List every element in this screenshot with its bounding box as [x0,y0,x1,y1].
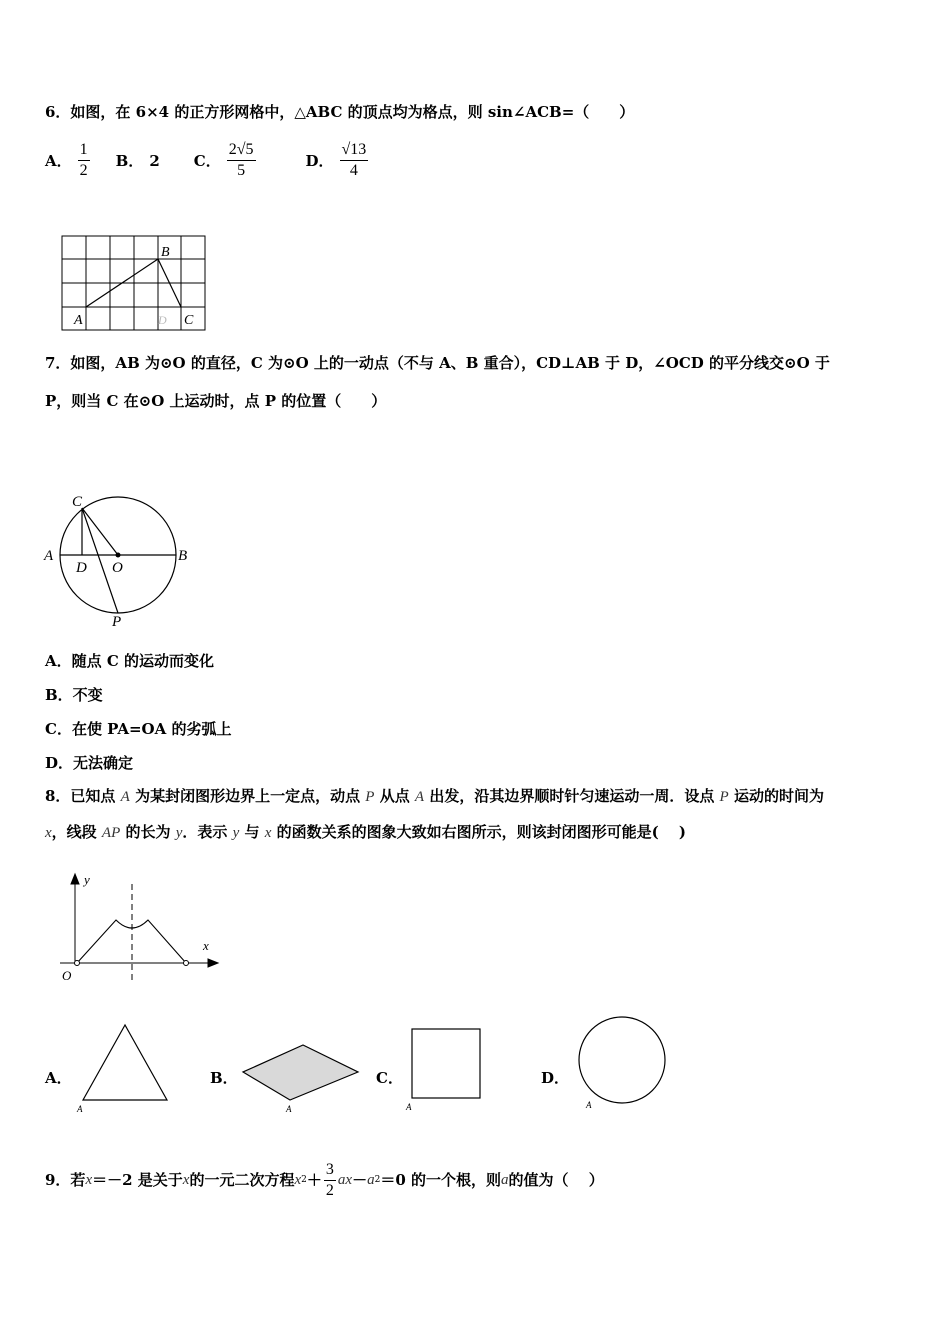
q8-option-d-vertex-label: A [586,1100,592,1110]
q8-var-y: y [232,825,240,841]
q9-text: 的一元二次方程 [189,1171,295,1189]
q8-label-o: O [62,968,72,983]
q6-option-b-value: 2 [149,151,160,170]
q6-option-c-den: 5 [237,162,246,179]
q8-text: 出发，沿其边界顺时针匀速运动一周．设点 [424,787,720,805]
circle-shape [579,1017,665,1103]
q6-option-d-label: D． [305,152,334,170]
q8-option-c-vertex-label: A [406,1102,412,1112]
q8-text: 与 [239,823,265,841]
q8-stem-line2 [45,822,686,843]
q9-text: 的值为（ ） [508,1171,604,1189]
q6-label-a: A [74,313,83,328]
q7-label-o: O [112,560,123,576]
q9-superscript: 2 [301,1175,307,1185]
q9-term-ax: ax [337,1172,353,1188]
square-shape [412,1029,480,1098]
q9-frac-den: 2 [325,1181,334,1199]
q6-option-c-label: C． [193,152,221,170]
triangle-shape [83,1025,167,1100]
q8-stem-line1 [45,786,824,807]
q7-option-c: C．在使 PA=OA 的劣弧上 [45,720,232,738]
q8-var-a: A [414,789,425,805]
q6-option-c-num: 2√5 [227,140,256,161]
q9-var-x: x [85,1172,93,1188]
q8-label-y: y [84,872,90,887]
q9-text: 9．若 [45,1171,86,1189]
q7-label-d: D [76,560,87,576]
q8-text: ．表示 [182,823,233,841]
q8-var-ap: AP [101,825,121,841]
q6-option-d-num: √13 [340,140,369,161]
q6-option-a-num: 1 [78,140,90,161]
q7-option-b: B．不变 [45,686,103,704]
q8-option-b-vertex-label: A [286,1104,292,1114]
q6-option-a-fraction [78,140,90,181]
q9-minus: － [352,1171,368,1189]
q8-var-p: P [365,789,375,805]
q9-text: ＝0 的一个根，则 [380,1171,501,1189]
q7-stem-line2: P，则当 C 在⊙O 上运动时，点 P 的位置（ ） [45,392,387,410]
q7-option-a: A．随点 C 的运动而变化 [45,652,215,670]
q8-var-y: y [175,825,183,841]
q7-label-c: C [72,494,83,510]
q6-option-a-label: A． [45,152,72,170]
q8-option-a-vertex-label: A [77,1104,83,1114]
q8-text: ，线段 [51,823,102,841]
q8-text: 的函数关系的图象大致如右图所示，则该封闭图形可能是( ) [271,823,687,841]
q8-var-x: x [264,825,272,841]
q7-label-p: P [112,614,122,630]
q9-plus: ＋ [306,1171,322,1189]
q9-text: ＝－2 是关于 [92,1171,183,1189]
q8-text: 的长为 [120,823,176,841]
q6-option-d-fraction [340,140,369,181]
q6-label-c: C [184,313,194,328]
q8-option-b-label: B． [210,1069,238,1087]
q8-start-point [75,961,80,966]
q7-label-a: A [44,548,54,564]
q8-text: 8．已知点 [45,787,121,805]
q8-var-x: x [45,825,52,841]
q6-label-d-faint: D [158,313,167,327]
q8-y-arrow [71,874,79,884]
q9-frac-num: 3 [324,1160,336,1181]
q6-option-d-den: 4 [349,162,358,179]
q7-center-dot [116,553,121,558]
q8-var-a: A [120,789,130,805]
q6-option-b-label: B． [115,152,144,170]
q8-option-a-triangle [75,1020,175,1115]
q6-grid-figure [58,232,218,334]
q8-x-arrow [208,959,218,967]
q7-option-d: D．无法确定 [45,754,134,772]
q8-text: 从点 [374,787,415,805]
q9-term-a: a [367,1172,375,1188]
q8-option-c-square [404,1024,489,1114]
q8-function-graph [50,870,225,985]
q7-circle-figure [40,490,200,630]
q8-option-a-label: A． [45,1069,72,1087]
q7-stem-line1: 7．如图，AB 为⊙O 的直径，C 为⊙O 上的一动点（不与 A、B 重合），CD⊥AB 于 D，∠OCD 的平分线交⊙O 于 [45,354,830,372]
q8-text: 为某封闭图形边界上一定点，动点 [129,787,366,805]
q6-options [45,140,368,181]
q9-var-a: a [500,1172,509,1188]
q8-option-d-circle [574,1012,674,1112]
q8-var-p: P [719,789,729,805]
q9-term-x: x [294,1172,302,1188]
q9-var-x: x [182,1172,190,1188]
q7-segment-co [82,508,118,555]
q8-option-d-label: D． [541,1069,570,1087]
q9-superscript: 2 [374,1175,381,1185]
q8-end-point [184,961,189,966]
q8-option-b-rhombus [238,1040,368,1115]
q8-option-c-label: C． [376,1069,403,1087]
q8-label-x: x [203,938,209,953]
q6-stem: 6．如图，在 6×4 的正方形网格中，△ABC 的顶点均为格点，则 sin∠ACB=（ ） [45,103,635,121]
q6-option-c-fraction [227,140,256,181]
q6-option-a-den: 2 [79,162,88,179]
q8-text: 运动的时间为 [728,787,824,805]
q6-label-b: B [161,245,170,260]
q9-fraction [324,1160,336,1201]
q7-label-b: B [178,548,188,564]
rhombus-shape [243,1045,358,1100]
q9-stem [45,1150,604,1210]
